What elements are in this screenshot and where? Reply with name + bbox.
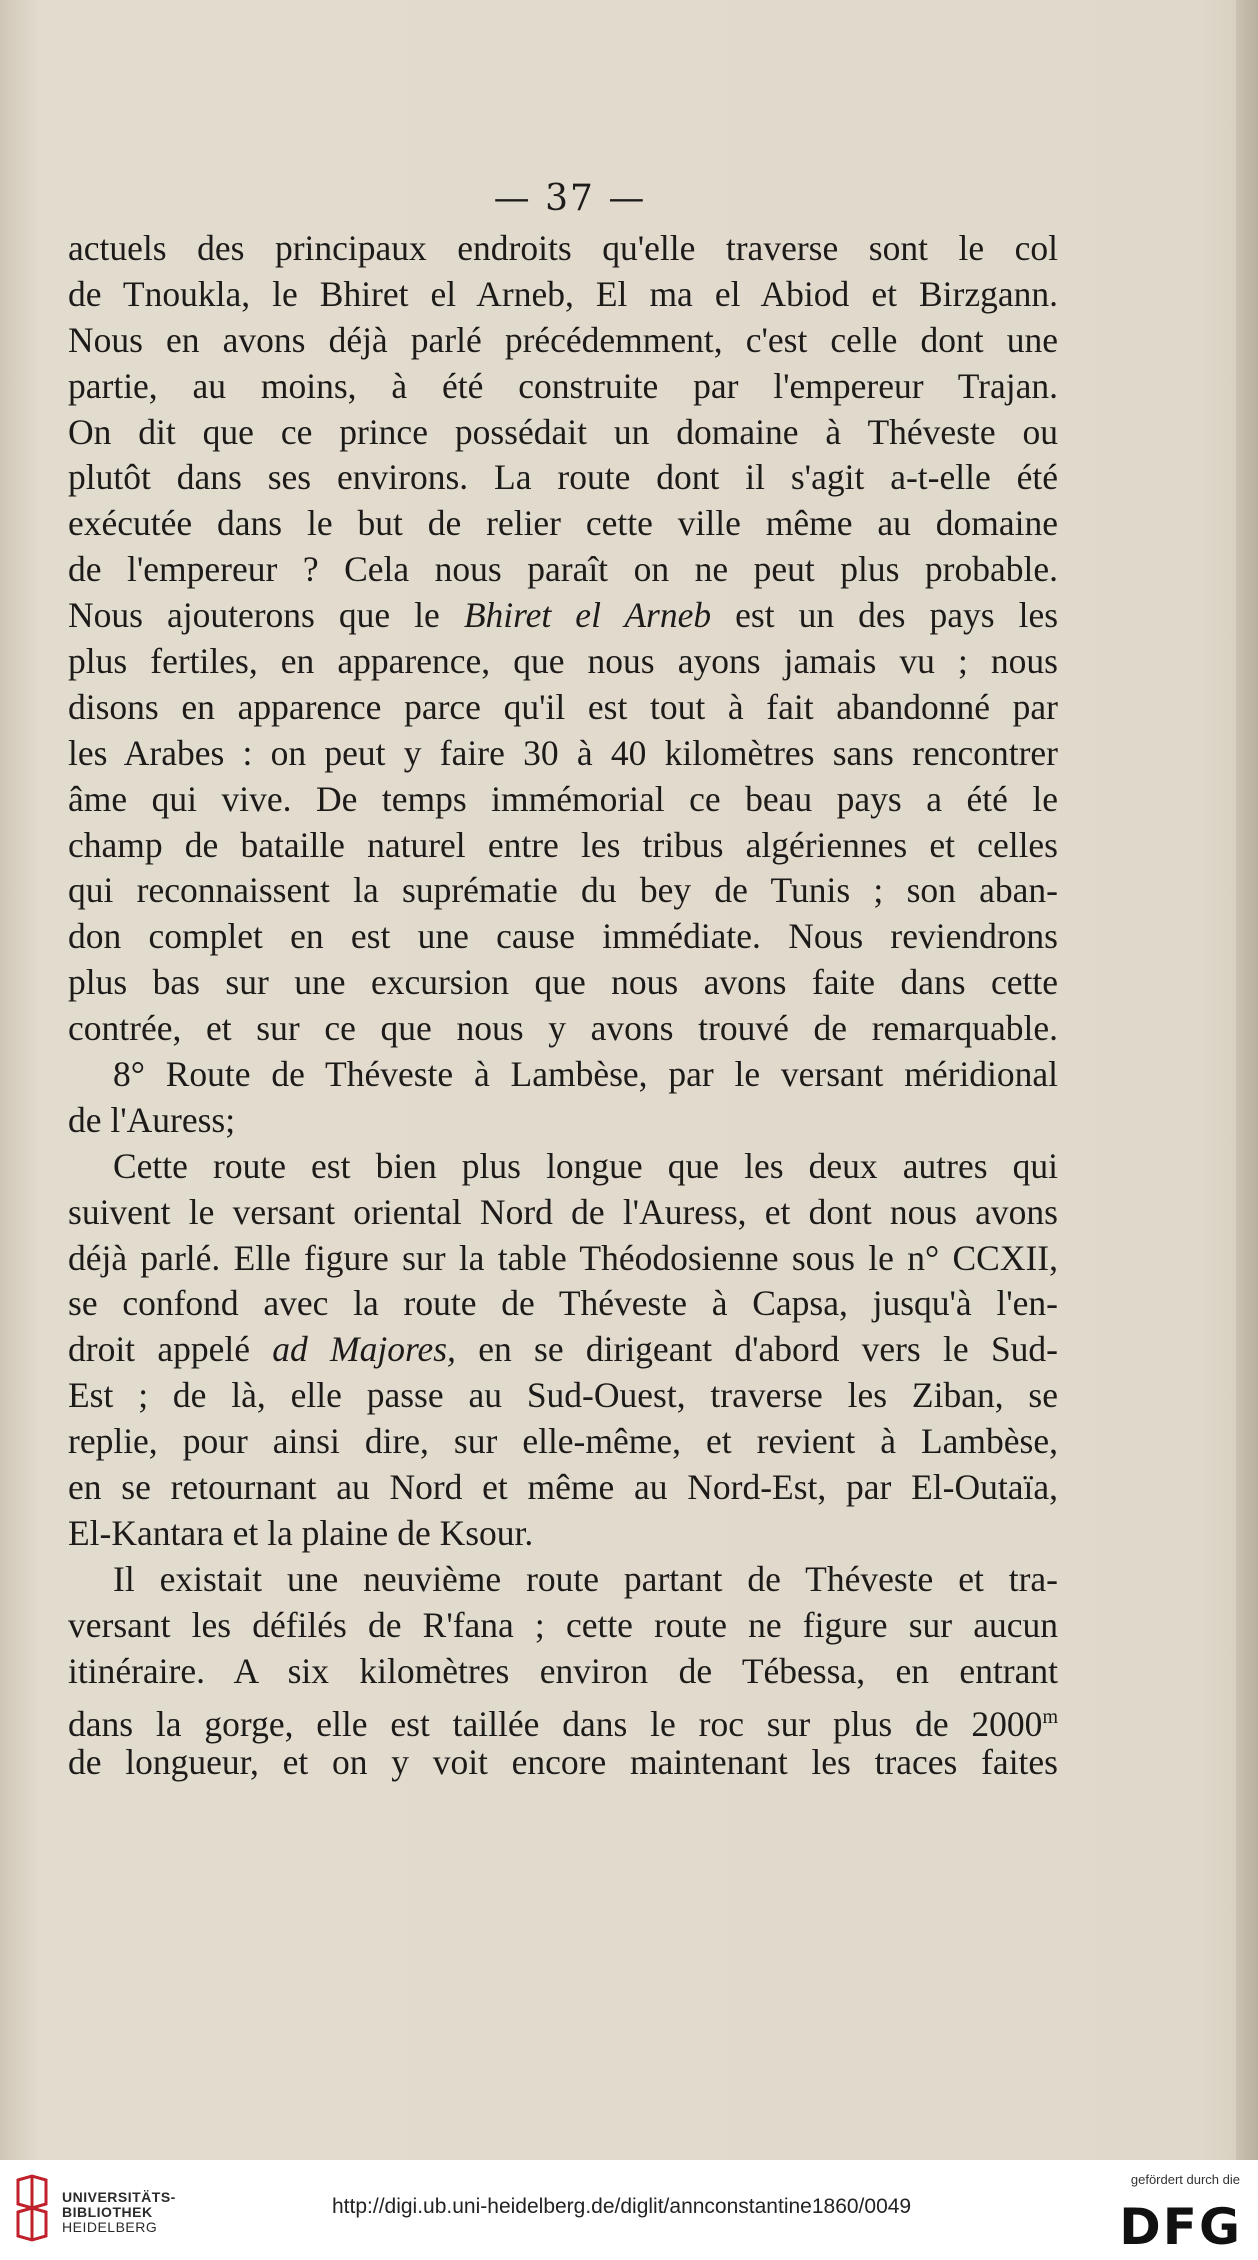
text-line: plus fertiles, en apparence, que nous ayons jamais vu ; nous	[68, 641, 1058, 682]
text-line: On dit que ce prince possédait un domaine à Théveste ou	[68, 411, 1058, 452]
text-line: Nous en avons déjà parlé précédemment, c'est celle dont une	[68, 319, 1058, 360]
text-line: itinéraire. A six kilomètres environ de Tébessa, en entrant	[68, 1650, 1058, 1691]
text-line: de longueur, et on y voit encore maintenant les traces faites	[68, 1742, 1058, 1783]
university-library-logo-icon	[14, 2174, 50, 2244]
text-line: partie, au moins, à été construite par l'empereur Trajan.	[68, 365, 1058, 406]
text-line: plutôt dans ses environs. La route dont il s'agit a-t-elle été	[68, 457, 1058, 498]
text-run: droit appelé	[68, 1329, 250, 1370]
page-number: — 37 —	[493, 178, 647, 219]
text-run: est un des pays les	[735, 595, 1059, 636]
library-footer	[0, 2160, 1258, 2260]
italic-place-name: Bhiret el Arneb	[463, 595, 712, 636]
page-body-text	[68, 226, 1058, 1786]
text-line: suivent le versant oriental Nord de l'Auress, et dont nous avons	[68, 1191, 1058, 1232]
paragraph-start-line: Cette route est bien plus longue que les deux autres qui	[113, 1145, 1058, 1186]
text-line: exécutée dans le but de relier cette ville même au domaine	[68, 503, 1058, 544]
text-line: déjà parlé. Elle figure sur la table Théodosienne sous le n° CCXII,	[68, 1237, 1058, 1278]
text-line: qui reconnaissent la suprématie du bey de Tunis ; son aban-	[68, 870, 1058, 911]
text-line: El-Kantara et la plaine de Ksour.	[68, 1512, 534, 1553]
text-line: de Tnoukla, le Bhiret el Arneb, El ma el Abiod et Birzgann.	[68, 273, 1058, 314]
text-line: contrée, et sur ce que nous y avons trouvé de remarquable.	[68, 1008, 1058, 1049]
text-line: de l'empereur ? Cela nous paraît on ne peut plus probable.	[68, 549, 1058, 590]
text-line: en se retournant au Nord et même au Nord-Est, par El-Outaïa,	[68, 1467, 1058, 1508]
dfg-logo: DFG	[1119, 2198, 1242, 2256]
library-name-line: HEIDELBERG	[62, 2219, 158, 2235]
library-name	[62, 2190, 176, 2235]
text-line-mixed	[68, 1695, 1058, 1744]
text-line: se confond avec la route de Théveste à Capsa, jusqu'à l'en-	[68, 1283, 1058, 1324]
text-line: versant les défilés de R'fana ; cette route ne figure sur aucun	[68, 1604, 1058, 1645]
text-line: les Arabes : on peut y faire 30 à 40 kilomètres sans rencontrer	[68, 732, 1058, 773]
text-line: âme qui vive. De temps immémorial ce beau pays a été le	[68, 778, 1058, 819]
text-line: disons en apparence parce qu'il est tout à fait abandonné par	[68, 686, 1058, 727]
text-line: don complet en est une cause immédiate. Nous reviendrons	[68, 916, 1058, 957]
text-run: en se dirigeant d'abord vers le Sud-	[478, 1329, 1059, 1370]
text-line: champ de bataille naturel entre les tribus algériennes et celles	[68, 824, 1058, 865]
italic-place-name: ad Majores,	[272, 1329, 456, 1370]
text-line: Est ; de là, elle passe au Sud-Ouest, traverse les Ziban, se	[68, 1375, 1058, 1416]
text-run: Nous ajouterons que le	[68, 595, 440, 636]
page-spine-shadow	[1236, 0, 1258, 2160]
text-line-mixed	[68, 1327, 1058, 1373]
library-name-line: UNIVERSITÄTS-	[62, 2189, 176, 2205]
unit-superscript: m	[1042, 1705, 1058, 1728]
text-run: dans la gorge, elle est taillée dans le roc sur plus de 2000	[68, 1703, 1043, 1744]
text-line: replie, pour ainsi dire, sur elle-même, et revient à Lambèse,	[68, 1421, 1058, 1462]
paragraph-start-line: Il existait une neuvième route partant de Théveste et tra-	[113, 1558, 1058, 1599]
text-line: de l'Auress;	[68, 1099, 236, 1140]
funder-caption: gefördert durch die	[1130, 2172, 1240, 2187]
text-line: actuels des principaux endroits qu'elle traverse sont le col	[68, 228, 1058, 268]
text-line: plus bas sur une excursion que nous avons faite dans cette	[68, 962, 1058, 1003]
library-name-line: BIBLIOTHEK	[62, 2204, 153, 2220]
text-line-mixed	[68, 593, 1058, 639]
section-heading-line: 8° Route de Théveste à Lambèse, par le versant méridional	[113, 1054, 1058, 1095]
permalink-url[interactable]: http://digi.ub.uni-heidelberg.de/diglit/annconstantine1860/0049	[332, 2195, 912, 2218]
